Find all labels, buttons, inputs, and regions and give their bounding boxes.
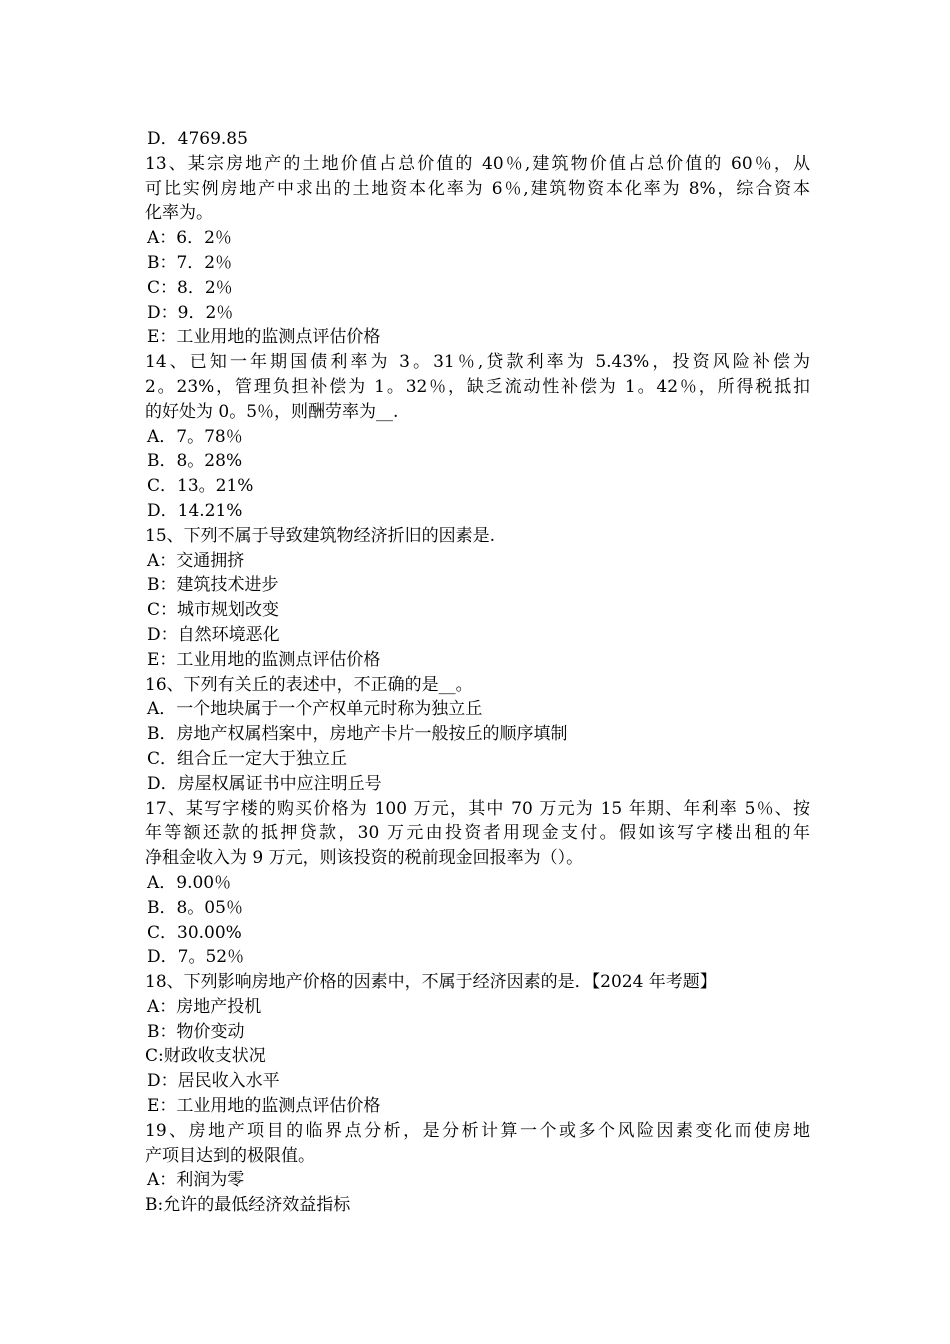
answer-option: D：9．2％ bbox=[147, 302, 234, 323]
question-text: 14、已知一年期国债利率为 3。31％,贷款利率为 5.43%，投资风险补偿为 bbox=[145, 352, 810, 373]
answer-option: B．房地产权属档案中，房地产卡片一般按丘的顺序填制 bbox=[147, 724, 568, 745]
answer-option: B:允许的最低经济效益指标 bbox=[145, 1195, 351, 1216]
answer-option: C．组合丘一定大于独立丘 bbox=[147, 748, 348, 769]
answer-option: C．13。21% bbox=[147, 476, 254, 497]
answer-option: D．14.21% bbox=[147, 500, 243, 521]
question-text: 16、下列有关丘的表述中，不正确的是__。 bbox=[145, 674, 473, 695]
question-text: 13、某宗房地产的土地价值占总价值的 40％,建筑物价值占总价值的 60％，从 bbox=[145, 153, 810, 174]
question-text: 年等额还款的抵押贷款，30 万元由投资者用现金支付。假如该写字楼出租的年 bbox=[145, 823, 810, 844]
answer-option: B．8。28% bbox=[147, 451, 243, 472]
answer-option: C：城市规划改变 bbox=[147, 600, 280, 621]
answer-option: D．房屋权属证书中应注明丘号 bbox=[147, 773, 382, 794]
question-text: 15、下列不属于导致建筑物经济折旧的因素是. bbox=[145, 525, 496, 546]
question-text: 净租金收入为 9 万元，则该投资的税前现金回报率为（）。 bbox=[145, 848, 584, 869]
question-text: 产项目达到的极限值。 bbox=[145, 1145, 315, 1166]
answer-option: D．7。52％ bbox=[147, 947, 245, 968]
answer-option: A．9.00％ bbox=[147, 872, 232, 893]
answer-option: A．一个地块属于一个产权单元时称为独立丘 bbox=[147, 699, 483, 720]
document-page bbox=[145, 127, 810, 1218]
answer-option: D：居民收入水平 bbox=[147, 1071, 280, 1092]
question-text: 18、下列影响房地产价格的因素中，不属于经济因素的是．【2024 年考题】 bbox=[145, 972, 717, 993]
question-text: 17、某写字楼的购买价格为 100 万元，其中 70 万元为 15 年期、年利率 5％、按 bbox=[145, 798, 810, 819]
answer-option: E：工业用地的监测点评估价格 bbox=[147, 1096, 381, 1117]
question-text: 可比实例房地产中求出的土地资本化率为 6％,建筑物资本化率为 8%，综合资本 bbox=[145, 178, 810, 199]
question-text: 的好处为 0。5％，则酬劳率为__. bbox=[145, 401, 399, 422]
answer-option: C:财政收支状况 bbox=[145, 1046, 266, 1067]
answer-option: A．7。78％ bbox=[147, 426, 243, 447]
answer-option: B：物价变动 bbox=[147, 1021, 245, 1042]
answer-option: C．30.00% bbox=[147, 922, 242, 943]
answer-option: E：工业用地的监测点评估价格 bbox=[147, 649, 381, 670]
question-text: 化率为。 bbox=[145, 203, 213, 224]
question-text: 19、房地产项目的临界点分析，是分析计算一个或多个风险因素变化而使房地 bbox=[145, 1120, 810, 1141]
answer-option: A：房地产投机 bbox=[147, 996, 262, 1017]
answer-option: E：工业用地的监测点评估价格 bbox=[147, 327, 381, 348]
answer-option: B：建筑技术进步 bbox=[147, 575, 279, 596]
answer-option: A：6．2％ bbox=[147, 228, 232, 249]
answer-option: B．8。05％ bbox=[147, 897, 243, 918]
answer-option: D：自然环境恶化 bbox=[147, 624, 280, 645]
answer-option: D．4769.85 bbox=[147, 129, 248, 149]
question-text: 2。23%，管理负担补偿为 1。32％，缺乏流动性补偿为 1。42％，所得税抵扣 bbox=[145, 376, 810, 397]
answer-option: A：利润为零 bbox=[147, 1170, 245, 1191]
answer-option: C：8．2％ bbox=[147, 277, 233, 298]
answer-option: A：交通拥挤 bbox=[147, 550, 245, 571]
answer-option: B：7．2％ bbox=[147, 252, 233, 273]
